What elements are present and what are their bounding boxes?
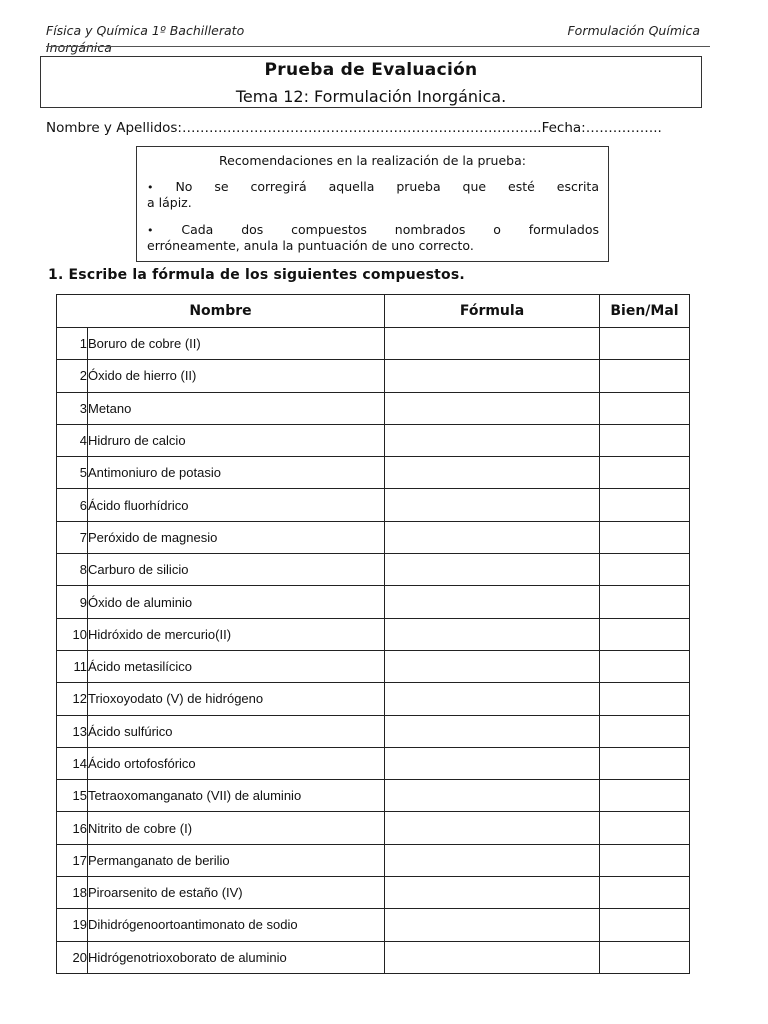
compound-name: Boruro de cobre (II) [88,328,385,360]
header-nombre: Nombre [57,295,385,328]
table-row [57,683,690,715]
formula-answer-cell[interactable] [385,747,600,779]
row-number: 4 [57,424,88,456]
table-row [57,812,690,844]
row-number: 10 [57,618,88,650]
recommendation-item [147,222,599,253]
bien-mal-cell[interactable] [600,650,690,682]
compound-name: Hidruro de calcio [88,424,385,456]
bien-mal-cell[interactable] [600,360,690,392]
bien-mal-cell[interactable] [600,586,690,618]
compound-name: Carburo de silicio [88,554,385,586]
row-number: 1 [57,328,88,360]
compound-name: Óxido de hierro (II) [88,360,385,392]
row-number: 6 [57,489,88,521]
compound-name: Trioxoyodato (V) de hidrógeno [88,683,385,715]
bien-mal-cell[interactable] [600,747,690,779]
exam-title: Prueba de Evaluación [264,60,478,80]
table-header-row [57,295,690,328]
recommendations-title: Recomendaciones en la realización de la prueba: [219,153,526,168]
formula-answer-cell[interactable] [385,328,600,360]
bien-mal-cell[interactable] [600,489,690,521]
formula-answer-cell[interactable] [385,780,600,812]
table-row [57,360,690,392]
exam-subtitle: Tema 12: Formulación Inorgánica. [235,87,507,106]
table-row [57,554,690,586]
recommendations-box [136,146,609,262]
compound-name: Tetraoxomanganato (VII) de aluminio [88,780,385,812]
table-row [57,489,690,521]
formula-answer-cell[interactable] [385,521,600,553]
formula-answer-cell[interactable] [385,360,600,392]
bien-mal-cell[interactable] [600,554,690,586]
formula-answer-cell[interactable] [385,715,600,747]
table-row [57,650,690,682]
formula-answer-cell[interactable] [385,683,600,715]
bien-mal-cell[interactable] [600,392,690,424]
recommendation-text-cont: a lápiz. [147,195,192,210]
bien-mal-cell[interactable] [600,618,690,650]
formula-answer-cell[interactable] [385,554,600,586]
bullet-icon: • [147,224,154,237]
row-number: 18 [57,877,88,909]
compound-name: Dihidrógenoortoantimonato de sodio [88,909,385,941]
header-topic: Formulación Química [567,23,700,38]
bullet-icon: • [147,181,154,194]
compound-name: Óxido de aluminio [88,586,385,618]
header-formula: Fórmula [385,295,600,328]
compound-name: Peróxido de magnesio [88,521,385,553]
table-row [57,424,690,456]
table-row [57,586,690,618]
compound-name: Metano [88,392,385,424]
formula-answer-cell[interactable] [385,392,600,424]
table-row [57,877,690,909]
formula-answer-cell[interactable] [385,457,600,489]
table-row [57,909,690,941]
row-number: 19 [57,909,88,941]
name-date-line: Nombre y Apellidos:……………………………………………………………………..Fecha:…………….. [46,120,662,136]
formula-answer-cell[interactable] [385,424,600,456]
bien-mal-cell[interactable] [600,683,690,715]
bien-mal-cell[interactable] [600,812,690,844]
compound-name: Hidróxido de mercurio(II) [88,618,385,650]
formula-answer-cell[interactable] [385,489,600,521]
compound-name: Ácido fluorhídrico [88,489,385,521]
formula-answer-cell[interactable] [385,650,600,682]
bien-mal-cell[interactable] [600,941,690,973]
row-number: 9 [57,586,88,618]
bien-mal-cell[interactable] [600,715,690,747]
compound-name: Permanganato de berilio [88,844,385,876]
table-row [57,780,690,812]
table-row [57,328,690,360]
table-row [57,844,690,876]
row-number: 13 [57,715,88,747]
formula-answer-cell[interactable] [385,618,600,650]
table-row [57,521,690,553]
recommendation-item [147,179,599,210]
recommendation-text-cont: erróneamente, anula la puntuación de uno correcto. [147,238,474,253]
compound-name: Ácido metasilícico [88,650,385,682]
question-title: 1. Escribe la fórmula de los siguientes compuestos. [48,267,465,283]
bien-mal-cell[interactable] [600,780,690,812]
row-number: 5 [57,457,88,489]
table-row [57,457,690,489]
row-number: 20 [57,941,88,973]
row-number: 8 [57,554,88,586]
formula-answer-cell[interactable] [385,941,600,973]
formula-answer-cell[interactable] [385,877,600,909]
table-row [57,715,690,747]
bien-mal-cell[interactable] [600,424,690,456]
formula-answer-cell[interactable] [385,844,600,876]
formula-answer-cell[interactable] [385,586,600,618]
compounds-table [56,294,690,974]
recommendation-text: No se corregirá aquella prueba que esté escrita [175,179,599,194]
row-number: 3 [57,392,88,424]
table-row [57,392,690,424]
header-bien-mal: Bien/Mal [600,295,690,328]
row-number: 12 [57,683,88,715]
bien-mal-cell[interactable] [600,877,690,909]
compound-name: Nitrito de cobre (I) [88,812,385,844]
row-number: 16 [57,812,88,844]
recommendation-text: Cada dos compuestos nombrados o formulados [181,222,600,237]
title-box [40,56,702,108]
row-number: 17 [57,844,88,876]
bien-mal-cell[interactable] [600,521,690,553]
compound-name: Hidrógenotrioxoborato de aluminio [88,941,385,973]
formula-answer-cell[interactable] [385,909,600,941]
compound-name: Ácido sulfúrico [88,715,385,747]
header-subject: Física y Química 1º Bachillerato Inorgánica [46,23,245,55]
compound-name: Ácido ortofosfórico [88,747,385,779]
bien-mal-cell[interactable] [600,909,690,941]
table-row [57,618,690,650]
row-number: 11 [57,650,88,682]
row-number: 15 [57,780,88,812]
bien-mal-cell[interactable] [600,457,690,489]
row-number: 7 [57,521,88,553]
compound-name: Antimoniuro de potasio [88,457,385,489]
table-row [57,747,690,779]
row-number: 14 [57,747,88,779]
table-row [57,941,690,973]
compound-name: Piroarsenito de estaño (IV) [88,877,385,909]
bien-mal-cell[interactable] [600,328,690,360]
formula-answer-cell[interactable] [385,812,600,844]
header-divider [46,46,710,47]
row-number: 2 [57,360,88,392]
bien-mal-cell[interactable] [600,844,690,876]
